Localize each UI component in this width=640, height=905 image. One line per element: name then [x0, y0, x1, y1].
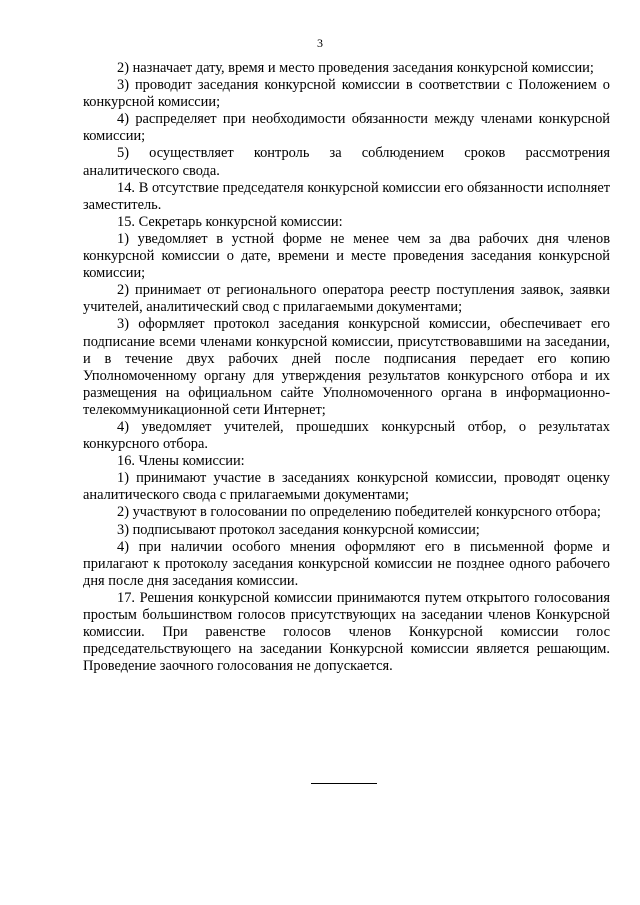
paragraph-secretary-item-2: 2) принимает от регионального оператора реестр поступления заявок, заявки учителей, аналитический свод с прилагаемыми документами;	[83, 282, 610, 316]
paragraph-secretary-item-4: 4) уведомляет учителей, прошедших конкурсный отбор, о результатах конкурсного отбора.	[83, 418, 610, 453]
paragraph-secretary-item-3: 3) оформляет протокол заседания конкурсной комиссии, обеспечивает его подписание всеми членами конкурсной комиссии, присутствовавшими на заседании, и в течение двух рабочих дней после подписания передает его копию Уполномоченному органу для утверждения результатов конкурсного отбора и их размещения на официальном сайте Уполномоченного органа в информационно-телекоммуникационной сети Интернет;	[83, 316, 610, 418]
page-number: 3	[317, 36, 323, 50]
paragraph-clause-17: 17. Решения конкурсной комиссии принимаются путем открытого голосования простым большинством голосов присутствующих на заседании членов Конкурсной комиссии. При равенстве голосов членов Конкурсной комиссии голос председательствующего на заседании Конкурсной комиссии является решающим. Проведение заочного голосования не допускается.	[83, 589, 610, 675]
paragraph-members-item-1: 1) принимают участие в заседаниях конкурсной комиссии, проводят оценку аналитического свода с прилагаемыми документами;	[83, 470, 610, 504]
paragraph-members-item-2: 2) участвуют в голосовании по определению победителей конкурсного отбора;	[117, 504, 601, 521]
paragraph-item-3-conduct-meetings: 3) проводит заседания конкурсной комиссии в соответствии с Положением о конкурсной комиссии;	[83, 77, 610, 111]
end-of-document-rule	[311, 783, 377, 784]
paragraph-clause-14: 14. В отсутствие председателя конкурсной комиссии его обязанности исполняет заместитель.	[83, 179, 610, 213]
paragraph-clause-16-heading: 16. Члены комиссии:	[117, 453, 245, 470]
paragraph-clause-15-heading: 15. Секретарь конкурсной комиссии:	[117, 213, 343, 230]
paragraph-members-item-4: 4) при наличии особого мнения оформляют его в письменной форме и прилагают к протоколу заседания конкурсной комиссии не позднее одного рабочего дня после дня заседания комиссии.	[83, 538, 610, 589]
paragraph-secretary-item-1: 1) уведомляет в устной форме не менее чем за два рабочих дня членов конкурсной комиссии о дате, времени и месте проведения заседания конкурсной комиссии;	[83, 230, 610, 282]
paragraph-item-5-control-deadlines: 5) осуществляет контроль за соблюдением сроков рассмотрения аналитического свода.	[83, 145, 610, 179]
document-body	[83, 60, 610, 675]
paragraph-item-2-set-date: 2) назначает дату, время и место проведения заседания конкурсной комиссии;	[117, 60, 594, 76]
paragraph-item-4-distribute-duties: 4) распределяет при необходимости обязанности между членами конкурсной комиссии;	[83, 111, 610, 145]
paragraph-members-item-3: 3) подписывают протокол заседания конкурсной комиссии;	[117, 521, 480, 538]
